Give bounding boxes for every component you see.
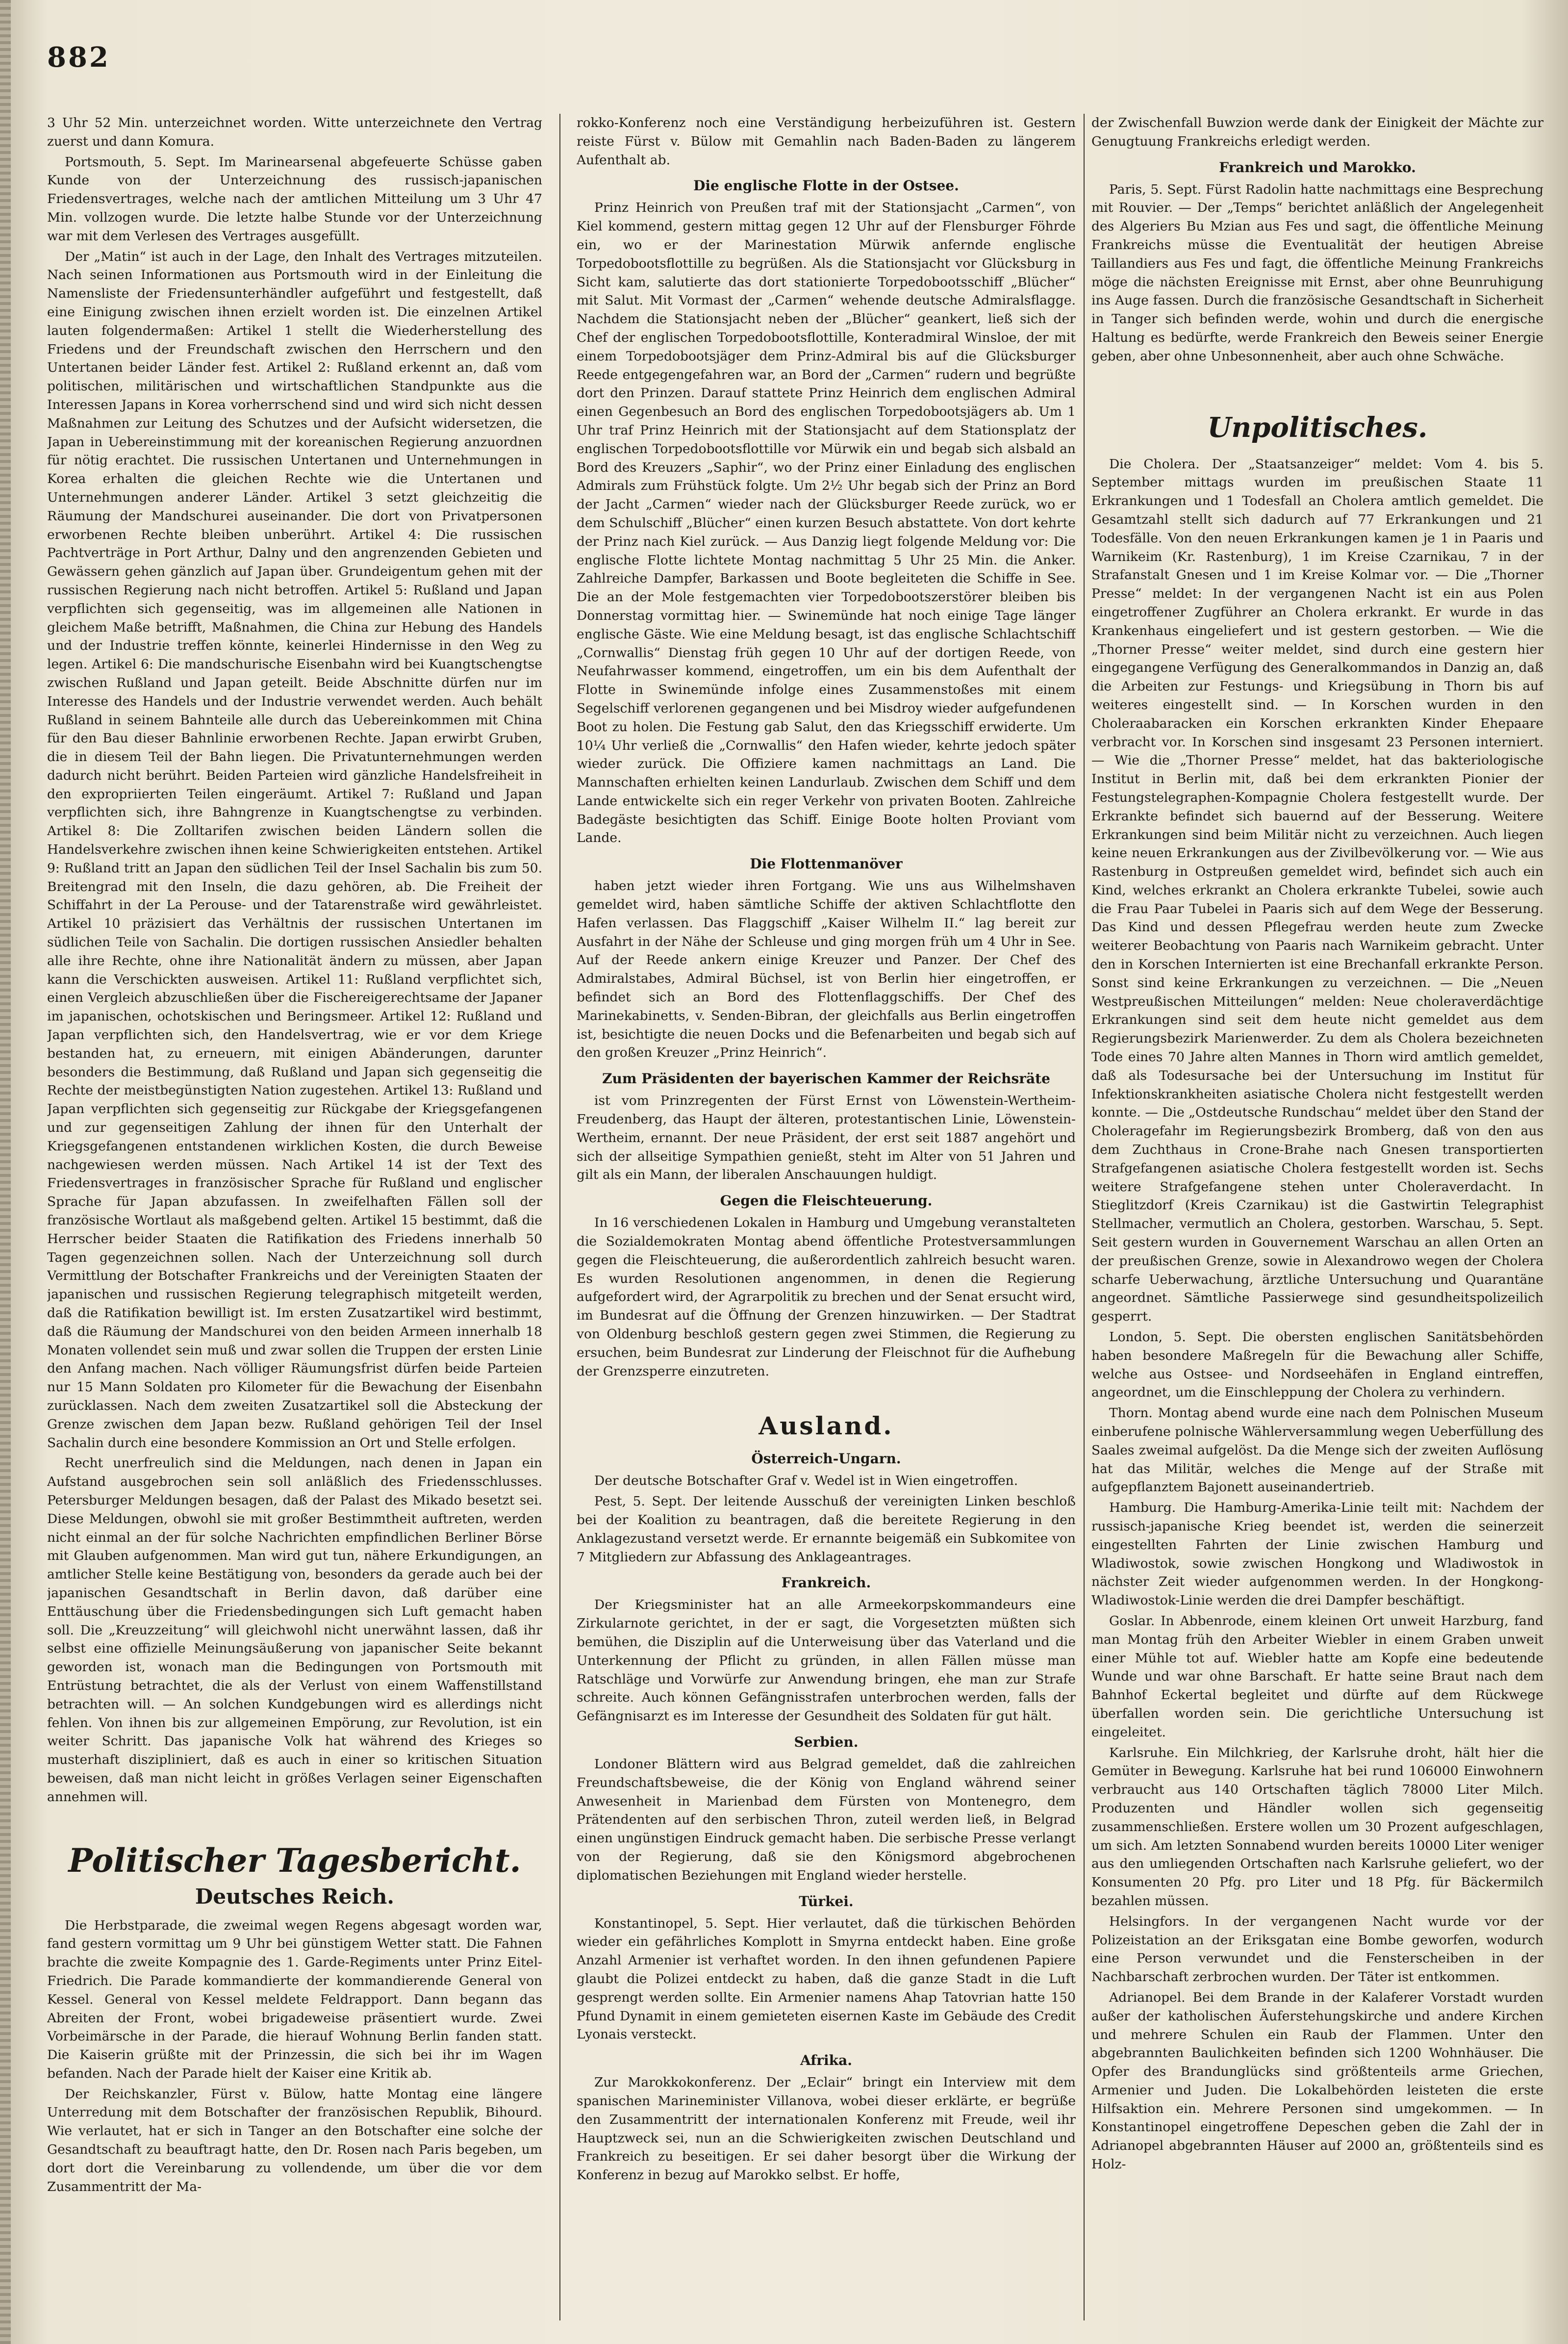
- column-3: [1091, 114, 1543, 2320]
- article-text: Die Herbstparade, die zweimal wegen Regens abgesagt worden war, fand gestern vormittag um 9 Uhr bei günstigem Wetter statt. Die Fahnen brachte die zweite Kompagnie des 1. Garde-Regiments unter Prinz Eitel-Friedrich. Die Parade kommandierte der kommandierende General von Kessel. General von Kessel meldete Feldrapport. Dann begann das Abreiten der Front, wobei brigadeweise präsentiert wurde. Zwei Vorbeimärsche in der Parade, die hierauf Wohnung Berlin fanden statt. Die Kaiserin grüßte mit der Prinzessin, die sich bei ihr im Wagen befanden. Nach der Parade hielt der Kaiser eine Kritik ab.: [47, 1917, 542, 2081]
- article-text: Karlsruhe. Ein Milchkrieg, der Karlsruhe droht, hält hier die Gemüter in Bewegung. Karlsruhe hat bei rund 106000 Einwohnern verbraucht aus 140 Ortschaften täglich 78000 Liter Milch. Produzenten und Händler wollen sich gegenseitig zusammenschließen. Erstere wollen um 30 Prozent aufgeschlagen, um sich. Am letzten Sonnabend wurden bereits 10000 Liter weniger aus den umliegenden Ortschaften nach Karlsruhe geliefert, wo der Konsumenten 20 Pfg. pro Liter und 18 Pfg. für Bäckermilch bezahlen müssen.: [1091, 1745, 1543, 1909]
- article-text: Paris, 5. Sept. Fürst Radolin hatte nachmittags eine Besprechung mit Rouvier. — Der „Temps“ berichtet anläßlich der Angelegenheit des Algeriers Bu Mzian aus Fes und sagt, die öffentliche Meinung Frankreichs müsse die Eventualität der heutigen Abreise Taillandiers aus Fes und fagt, die öffentliche Meinung Frankreichs möge die nächsten Ereignisse mit Ernst, aber ohne Beunruhigung ins Auge fassen. Durch die französische Gesandtschaft in Sicherheit in Tanger sich befinden werde, wohin und durch die energische Haltung es bedürfte, werde Frankreich den Beweis seiner Energie geben, aber ohne Unbesonnenheit, aber auch ohne Schwäche.: [1091, 181, 1543, 364]
- page-number: 882: [47, 41, 110, 74]
- article-heading: Die englische Flotte in der Ostsee.: [693, 178, 959, 194]
- country-heading: Österreich-Ungarn.: [751, 1451, 901, 1467]
- column-rule-left: [559, 114, 560, 2320]
- article-text: In 16 verschiedenen Lokalen in Hamburg und Umgebung veranstalteten die Sozialdemokraten Montag abend öffentliche Protestversammlungen gegen die Fleischteuerung, die außerordentlich zahlreich besucht waren. Es wurden Resolutionen angenommen, in denen die Regierung aufgefordert wird, der Agrarpolitik zu brechen und der Senat ersucht wird, im Bundesrat auf die Öffnung der Grenzen hinzuwirken. — Der Stadtrat von Oldenburg beschloß gestern gegen zwei Stimmen, die Regierung zu ersuchen, beim Bundesrat zur Linderung der Fleischnot für die Aufhebung der Grenzsperre einzutreten.: [577, 1215, 1076, 1379]
- article-text: 3 Uhr 52 Min. unterzeichnet worden. Witte unterzeichnete den Vertrag zuerst und dann Komura.: [47, 115, 542, 149]
- article-heading: Zum Präsidenten der bayerischen Kammer der Reichsräte: [602, 1070, 1050, 1087]
- article-heading: Die Flottenmanöver: [750, 856, 903, 872]
- article-text: Adrianopel. Bei dem Brande in der Kalaferer Vorstadt wurden außer der katholischen Äuferstehungskirche und andere Kirchen und mehrere Schulen ein Raub der Flammen. Unter den abgebrannten Baulichkeiten befinden sich 1200 Wohnhäuser. Die Opfer des Brandunglücks sind größtenteils arme Griechen, Armenier und Juden. Die Lokalbehörden leisteten die erste Hilfsaktion ein. Mehrere Personen sind umgekommen. — In Konstantinopel eingetroffene Depeschen geben die Zahl der in Adrianopel abgebrannten Häuser auf 2000 an, größtenteils sind es Holz-: [1091, 1989, 1543, 2172]
- article-text: Der „Matin“ ist auch in der Lage, den Inhalt des Vertrages mitzuteilen. Nach seinen Informationen aus Portsmouth wird in der Einleitung die Namensliste der Friedensunterhändler aufgeführt und festgestellt, daß eine Einigung zwischen ihnen erzielt worden ist. Die einzelnen Artikel lauten folgendermaßen: Artikel 1 stellt die Wiederherstellung des Friedens und der Freundschaft zwischen den Herrschern und den Untertanen beider Länder fest. Artikel 2: Rußland erkennt an, daß vom politischen, militärischen und wirtschaftlichen Standpunkte aus die Interessen Japans in Korea vorherrschend sind und wird sich nicht dessen Maßnahmen zur Leitung des Schutzes und der Aufsicht widersetzen, die Japan in Uebereinstimmung mit der koreanischen Regierung anzuordnen für nötig erachtet. Die russischen Untertanen und Unternehmungen in Korea erhalten die gleichen Rechte wie die Untertanen und Unternehmungen anderer Länder. Artikel 3 setzt gleichzeitig die Räumung der Mandschurei auseinander. Die dort von Privatpersonen erworbenen Rechte bleiben unberührt. Artikel 4: Die russischen Pachtverträge in Port Arthur, Dalny und den angrenzenden Gebieten und Gewässern gehen gänzlich auf Japan über. Grundeigentum gehen mit der russischen Regierung nach nicht betroffen. Artikel 5: Rußland und Japan verpflichten sich gegenseitig, was im allgemeinen alle Nationen in gleichem Maße betrifft, Maßnahmen, die China zur Hebung des Handels und der Industrie treffen könnte, keinerlei Hindernisse in den Weg zu legen. Artikel 6: Die mandschurische Eisenbahn wird bei Kuangtschengtse zwischen Rußland und Japan geteilt. Beide Abschnitte dürfen nur im Interesse des Handels und der Industrie verwendet werden. Auch behält Rußland in seinem Bahnteile alle durch das Uebereinkommen mit China für den Bau dieser Bahnlinie erworbenen Rechte. Japan erwirbt Gruben, die in diesem Teil der Bahn liegen. Die Privatunternehmungen werden dadurch nicht berührt. Beiden Parteien wird gänzliche Handelsfreiheit in den expropriierten Teilen eingeräumt. Artikel 7: Rußland und Japan verpflichten sich, ihre Bahngrenze in Kuangtschengtse zu verbinden. Artikel 8: Die Zolltarifen zwischen beiden Ländern sollen die Handelsverkehre zwischen ihnen keine Schwierigkeiten entstehen. Artikel 9: Rußland tritt an Japan den südlichen Teil der Insel Sachalin bis zum 50. Breitengrad mit den Inseln, die dazu gehören, ab. Die Freiheit der Schiffahrt in der La Perouse- und der Tatarenstraße wird gewährleistet. Artikel 10 präzisiert das Verhältnis der russischen Untertanen im südlichen Teile von Sachalin. Die dortigen russischen Ansiedler behalten alle ihre Rechte, ohne ihre Nationalität ändern zu müssen, aber Japan kann die Verschickten ausweisen. Artikel 11: Rußland verpflichtet sich, einen Vergleich abzuschließen über die Fischereigerechtsame der Japaner im japanischen, ochotskischen und Beringsmeer. Artikel 12: Rußland und Japan verpflichten sich, den Handelsvertrag, wie er vor dem Kriege bestanden hat, zu erneuern, mit einigen Abänderungen, darunter besonders die Bestimmung, daß Rußland und Japan sich gegenseitig die Rechte der meistbegünstigten Nation zugestehen. Artikel 13: Rußland und Japan verpflichten sich gegenseitig zur Rückgabe der Kriegsgefangenen und zur gegenseitigen Zahlung der ihnen für den Unterhalt der Kriegsgefangenen entstandenen wirklichen Kosten, die durch Beweise nachgewiesen werden müssen. Nach Artikel 14 ist der Text des Friedensvertrages in französischer Sprache für Rußland und englischer Sprache für Japan abzufassen. In zweifelhaften Fällen soll der französische Wortlaut als maßgebend gelten. Artikel 15 bestimmt, daß die Herrscher beider Staaten die Ratifikation des Friedens innerhalb 50 Tagen gegenzeichnen sollen. Nach der Unterzeichnung soll durch Vermittlung der Botschafter Frankreichs und der Vereinigten Staaten der japanischen und russischen Regierung telegraphisch mitgeteilt werden, daß die Ratifikation bewilligt ist. Im ersten Zusatzartikel wird bestimmt, daß die Räumung der Mandschurei von den beiden Armeen innerhalb 18 Monaten vollendet sein muß und zwar sollen die Truppen der ersten Linie den Anfang machen. Nach völliger Räumungsfrist dürfen beide Parteien nur 15 Mann Soldaten pro Kilometer für die Bewachung der Eisenbahn zurücklassen. Nach dem zweiten Zusatzartikel soll die Absteckung der Grenze zwischen dem Japan bezw. Rußland gehörigen Teil der Insel Sachalin durch eine besondere Kommission an Ort und Stelle erfolgen.: [47, 249, 542, 1451]
- article-text: Goslar. In Abbenrode, einem kleinen Ort unweit Harzburg, fand man Montag früh den Arbeiter Wiebler in einem Graben unweit einer Mühle tot auf. Wiebler hatte am Kopfe eine bedeutende Wunde und war ohne Barschaft. Er hatte seine Braut nach dem Bahnhof Eckertal begleitet und dürfte auf dem Rückwege überfallen worden sein. Die gerichtliche Untersuchung ist eingeleitet.: [1091, 1613, 1543, 1740]
- article-text: ist vom Prinzregenten der Fürst Ernst von Löwenstein-Wertheim-Freudenberg, das Haupt der älteren, protestantischen Linie, Löwenstein-Wertheim, ernannt. Der neue Präsident, der erst seit 1887 angehört und sich der allseitige Sympathien genießt, steht im Alter von 51 Jahren und gilt als ein Mann, der liberalen Anschauungen huldigt.: [577, 1093, 1076, 1183]
- section-title: Politischer Tagesbericht.: [68, 1841, 521, 1880]
- article-text: Der deutsche Botschafter Graf v. Wedel ist in Wien eingetroffen.: [594, 1473, 1018, 1489]
- article-heading: Gegen die Fleischteuerung.: [720, 1193, 933, 1209]
- section-title: Unpolitisches.: [1207, 411, 1428, 444]
- section-title: Ausland.: [759, 1411, 894, 1441]
- page-binding-edge: [0, 0, 11, 2344]
- section-subtitle: Deutsches Reich.: [195, 1884, 395, 1909]
- article-text: Prinz Heinrich von Preußen traf mit der Stationsjacht „Carmen“, von Kiel kommend, gestern mittag gegen 12 Uhr auf der Flensburger Föhrde ein, wo er der Marinestation Mürwik anfernde englische Torpedobootsflottille zu begrüßen. Als die Stationsjacht vor Glücksburg in Sicht kam, salutierte das dort stationierte Torpedobootsschiff „Blücher“ mit Salut. Mit Vormast der „Carmen“ wehende deutsche Admiralsflagge. Nachdem die Stationsjacht neben der „Blücher“ geankert, ließ sich der Chef der englischen Torpedobootsflottille, Konteradmiral Winsloe, der mit einem Torpedobootsjäger dem Prinz-Admiral bis auf die Glücksburger Reede entgegengefahren war, an Bord der „Carmen“ rudern und begrüßte dort den Prinzen. Darauf stattete Prinz Heinrich dem englischen Admiral einen Gegenbesuch an Bord des englischen Torpedobootsjägers ab. Um 1 Uhr traf Prinz Heinrich mit der Stationsjacht auf dem Stationsplatz der englischen Torpedobootsflottille vor Mürwik ein und begab sich alsbald an Bord des Kreuzers „Saphir“, wo der Prinz einer Einladung des englischen Admirals zum Frühstück folgte. Um 2½ Uhr begab sich der Prinz an Bord der Jacht „Carmen“ wieder nach der Glücksburger Reede zurück, wo er dem Schulschiff „Blücher“ einen kurzen Besuch abstattete. Von dort kehrte der Prinz nach Kiel zurück. — Aus Danzig liegt folgende Meldung vor: Die englische Flotte lichtete Montag nachmittag 5 Uhr 25 Min. die Anker. Zahlreiche Dampfer, Barkassen und Boote begleiteten die Schiffe in See. Die an der Mole festgemachten vier Torpedobootszerstörer bleiben bis Donnerstag vormittag hier. — Swinemünde hat noch einige Tage länger englische Gäste. Wie eine Meldung besagt, ist das englische Schlachtschiff „Cornwallis“ Dienstag früh gegen 10 Uhr auf der dortigen Reede, von Neufahrwasser kommend, eingetroffen, um ein bis dem Aufenthalt der Flotte in Swinemünde infolge eines Zusammenstoßes mit einem Segelschiff verlorenen gegangenen und bei Misdroy wieder aufgefundenen Boot zu holen. Die Festung gab Salut, den das Kriegsschiff erwiderte. Um 10¼ Uhr verließ die „Cornwallis“ den Hafen wieder, kehrte jedoch später wieder zurück. Die Offiziere kamen nachmittags an Land. Die Mannschaften erhielten keinen Landurlaub. Zwischen dem Schiff und dem Lande entwickelte sich ein reger Verkehr von privaten Booten. Zahlreiche Badegäste besichtigten das Schiff. Einige Boote holten Proviant vom Lande.: [577, 200, 1076, 846]
- country-heading: Serbien.: [794, 1733, 859, 1750]
- article-text: Zur Marokkokonferenz. Der „Eclair“ bringt ein Interview mit dem spanischen Marineminister Villanova, wobei dieser erklärte, er begrüße den Zusammentritt der internationalen Konferenz mit Freude, weil ihr Hauptzweck sei, nun an die Schwierigkeiten zwischen Deutschland und Frankreich zu beseitigen. Er sei daher besorgt über die Wirkung der Konferenz in bezug auf Marokko selbst. Er hoffe,: [577, 2075, 1076, 2183]
- column-rule-right: [1084, 114, 1085, 2320]
- article-text: der Zwischenfall Buwzion werde dank der Einigkeit der Mächte zur Genugtuung Frankreichs erledigt werden.: [1091, 115, 1543, 149]
- country-heading: Türkei.: [799, 1893, 854, 1910]
- article-text: Pest, 5. Sept. Der leitende Ausschuß der vereinigten Linken beschloß bei der Koalition zu beantragen, daß die bereitete Regierung in den Anklagezustand versetzt werde. Er ernannte beigemäß ein Subkomitee von 7 Mitgliedern zur Abfassung des Anklageantrages.: [577, 1494, 1076, 1565]
- country-heading: Afrika.: [800, 2052, 852, 2069]
- article-text: Thorn. Montag abend wurde eine nach dem Polnischen Museum einberufene polnische Wählerversammlung wegen Ueberfüllung des Saales zweimal aufgelöst. Da die Menge sich der zweiten Auflösung hat das Militär, welches die Menge auf der Straße mit aufgepflanztem Bajonett auseinandertrieb.: [1091, 1405, 1543, 1495]
- article-text: Helsingfors. In der vergangenen Nacht wurde vor der Polizeistation an der Eriksgatan eine Bombe geworfen, wodurch eine Person verwundet und die Fensterscheiben in der Nachbarschaft zerbrochen wurden. Der Täter ist entkommen.: [1091, 1913, 1543, 1985]
- column-1: [47, 114, 542, 2320]
- column-2: [577, 114, 1076, 2320]
- article-text: Recht unerfreulich sind die Meldungen, nach denen in Japan ein Aufstand ausgebrochen sein soll anläßlich des Friedensschlusses. Petersburger Meldungen besagen, daß der Palast des Mikado besetzt sei. Diese Meldungen, obwohl sie mit großer Bestimmtheit auftreten, werden nicht einmal an der für solche Nachrichten empfindlichen Berliner Börse mit Glauben aufgenommen. Man wird gut tun, nähere Erkundigungen, an amtlicher Stelle keine Bestätigung von, besonders da gerade auch bei der japanischen Gesandtschaft in Berlin davon, daß darüber eine Enttäuschung über die Friedensbedingungen sich Luft gemacht haben soll. Die „Kreuzzeitung“ will gleichwohl nicht unerwähnt lassen, daß ihr selbst eine offizielle Meinungsäußerung von japanischer Seite bekannt geworden ist, wonach man die Bedingungen von Portsmouth mit Entrüstung betrachtet, die als der Verlust von einem Waffenstillstand betrachten will. — An solchen Kundgebungen wird es allerdings nicht fehlen. Von ihnen bis zur allgemeinen Empörung, zur Revolution, ist ein weiter Schritt. Das japanische Volk hat während des Krieges so musterhaft diszipliniert, daß es auch in einer so kritischen Situation beweisen, daß man nicht leicht in größes Verlagen seiner Eigenschaften annehmen will.: [47, 1455, 542, 1805]
- article-text: Hamburg. Die Hamburg-Amerika-Linie teilt mit: Nachdem der russisch-japanische Krieg beendet ist, werden die seinerzeit eingestellten Fahrten der Linie zwischen Hamburg und Wladiwostok, sowie zwischen Hongkong und Wladiwostok in nächster Zeit wieder aufgenommen werden. In der Hongkong-Wladiwostok-Linie werden die drei Dampfer beschäftigt.: [1091, 1500, 1543, 1608]
- article-text: rokko-Konferenz noch eine Verständigung herbeizuführen ist. Gestern reiste Fürst v. Bülow mit Gemahlin nach Baden-Baden zu längerem Aufenthalt ab.: [577, 115, 1076, 168]
- article-text: Londoner Blättern wird aus Belgrad gemeldet, daß die zahlreichen Freundschaftsbeweise, die der König von England während seiner Anwesenheit in Marienbad dem Fürsten von Montenegro, dem Prätendenten auf den serbischen Thron, zuteil werden ließ, in Belgrad einen ungünstigen Eindruck gemacht haben. Die serbische Presse verlangt von der Regierung, daß sie den Königsmord abgebrochenen diplomatischen Beziehungen mit England wieder herstelle.: [577, 1756, 1076, 1883]
- article-text: Portsmouth, 5. Sept. Im Marinearsenal abgefeuerte Schüsse gaben Kunde von der Unterzeichnung des russisch-japanischen Friedensvertrages, welche nach der amtlichen Mitteilung um 3 Uhr 47 Min. vollzogen wurde. Die letzte halbe Stunde vor der Unterzeichnung war mit dem Verlesen des Vertrages ausgefüllt.: [47, 154, 542, 244]
- article-text: London, 5. Sept. Die obersten englischen Sanitätsbehörden haben besondere Maßregeln für die Bewachung aller Schiffe, welche aus Ostsee- und Nordseehäfen in England eintreffen, angeordnet, um die Einschleppung der Cholera zu verhindern.: [1091, 1329, 1543, 1401]
- country-heading: Frankreich.: [781, 1575, 871, 1591]
- article-text: Die Cholera. Der „Staatsanzeiger“ meldet: Vom 4. bis 5. September mittags wurden im preußischen Staate 11 Erkrankungen und 1 Todesfall an Cholera amtlich gemeldet. Die Gesamtzahl stellt sich dadurch auf 77 Erkrankungen und 21 Todesfälle. Von den neuen Erkrankungen kamen je 1 in Paaris und Warnikeim (Kr. Rastenburg), 1 im Kreise Czarnikau, 7 in der Strafanstalt Gnesen und 1 im Kreise Kolmar vor. — Die „Thorner Presse“ meldet: In der vergangenen Nacht ist ein aus Polen eingetroffener Zugführer an Cholera erkrankt. Er wurde in das Krankenhaus eingeliefert und ist gestern gestorben. — Wie die „Thorner Presse“ weiter meldet, sind durch eine gestern hier eingegangene Verfügung des Generalkommandos in Danzig an, daß die Arbeiten zur Festungs- und Kriegsübung in Thorn bis auf weiteres eingestellt sind. — In Korschen wurden in den Choleraabaracken ein Korschen erkrankten Kinder Ehepaare verbracht vor. In Korschen sind insgesamt 23 Personen interniert. — Wie die „Thorner Presse“ meldet, hat das bakteriologische Institut in Berlin mit, daß bei dem erkrankten Pionier der Festungstelegraphen-Kompagnie Cholera festgestellt wurde. Der Erkrankte befindet sich bauernd auf der Besserung. Weitere Erkrankungen sind beim Militär nicht zu verzeichnen. Auch liegen keine neuen Erkrankungen aus der Zivilbevölkerung vor. — Wie aus Rastenburg in Ostpreußen gemeldet wird, befindet sich auch ein Kind, welches erkrankt an Cholera erkrankte Tubelei, sowie auch die Frau Paar Tubelei in Paaris sich auf dem Wege der Besserung. Das Kind und dessen Pflegefrau werden heute zum Zwecke weiterer Beobachtung von Paaris nach Warnikeim gebracht. Unter den in Korschen Internierten ist eine Brechanfall erkrankte Person. Sonst sind keine Erkrankungen zu verzeichnen. — Die „Neuen Westpreußischen Mitteilungen“ melden: Neue choleraverdächtige Erkrankungen sind seit dem heute nicht gemeldet aus dem Regierungsbezirk Marienwerder. Zu dem als Cholera bezeichneten Tode eines 70 Jahre alten Mannes in Thorn wird amtlich gemeldet, daß als Todesursache bei der Untersuchung im Institut für Infektionskrankheiten asiatische Cholera nicht festgestellt werden konnte. — Die „Ostdeutsche Rundschau“ meldet über den Stand der Choleragefahr im Regierungsbezirk Bromberg, daß von den aus dem Zuchthaus in Crone-Brahe nach Gnesen transportierten Strafgefangenen asiatische Cholera festgestellt worden ist. Sechs weitere Strafgefangene stehen unter Choleraverdacht. In Stieglitzdorf (Kreis Czarnikau) ist die Gastwirtin Telegraphist Stellmacher, vermutlich an Cholera, gestorben. Warschau, 5. Sept. Seit gestern wurden in Gouvernement Warschau an allen Orten an der preußischen Grenze, sowie in Alexandrowo wegen der Cholera scharfe Ueberwachung, ärztliche Untersuchung und Quarantäne angeordnet. Sämtliche Passierwege sind gesundheitspolizeilich gesperrt.: [1091, 456, 1543, 1325]
- article-text: Der Kriegsminister hat an alle Armeekorpskommandeurs eine Zirkularnote gerichtet, in der er sagt, die Vorgesetzten müßten sich bemühen, die Disziplin auf die Unterweisung über das Vaterland und die Unterkennung der Pflicht zu gründen, in allen Fällen müsse man Ratschläge und Vorwürfe zur Anwendung bringen, ehe man zur Strafe schreite. Auch können Gefängnisstrafen unterbrochen werden, falls der Gefängnisarzt es im Interesse der Gesundheit des Soldaten für gut hält.: [577, 1597, 1076, 1724]
- article-text: Konstantinopel, 5. Sept. Hier verlautet, daß die türkischen Behörden wieder ein gefährliches Komplott in Smyrna entdeckt haben. Eine große Anzahl Armenier ist verhaftet worden. In den ihnen gefundenen Papiere glaubt die Polizei entdeckt zu haben, daß die ganze Stadt in die Luft gesprengt werden sollte. Ein Armenier namens Ahap Tatovrian hatte 150 Pfund Dynamit in einem gemieteten eisernen Kaste im Gebäude des Credit Lyonais versteckt.: [577, 1915, 1076, 2042]
- article-text: Der Reichskanzler, Fürst v. Bülow, hatte Montag eine längere Unterredung mit dem Botschafter der französischen Republik, Bihourd. Wie verlautet, hat er sich in Tanger an den Botschafter eine solche der Gesandtschaft zu beauftragt hatte, den Dr. Rosen nach Paris begeben, um dort dort die Vereinbarung zu vollendende, um über die vor dem Zusammentritt der Ma-: [47, 2086, 542, 2194]
- article-text: haben jetzt wieder ihren Fortgang. Wie uns aus Wilhelmshaven gemeldet wird, haben sämtliche Schiffe der aktiven Schlachtflotte den Hafen verlassen. Das Flaggschiff „Kaiser Wilhelm II.“ lag bereit zur Ausfahrt in der Nähe der Schleuse und ging morgen früh um 4 Uhr in See. Auf der Reede ankern einige Kreuzer und Panzer. Der Chef des Admiralstabes, Admiral Büchsel, ist von Berlin hier eingetroffen, er befindet sich an Bord des Flottenflaggschiffs. Der Chef des Marinekabinetts, v. Senden-Bibran, der gleichfalls aus Berlin eingetroffen ist, besichtigte die neuen Docks und die Befenarbeiten und begab sich auf den großen Kreuzer „Prinz Heinrich“.: [577, 878, 1076, 1061]
- article-heading: Frankreich und Marokko.: [1219, 159, 1416, 176]
